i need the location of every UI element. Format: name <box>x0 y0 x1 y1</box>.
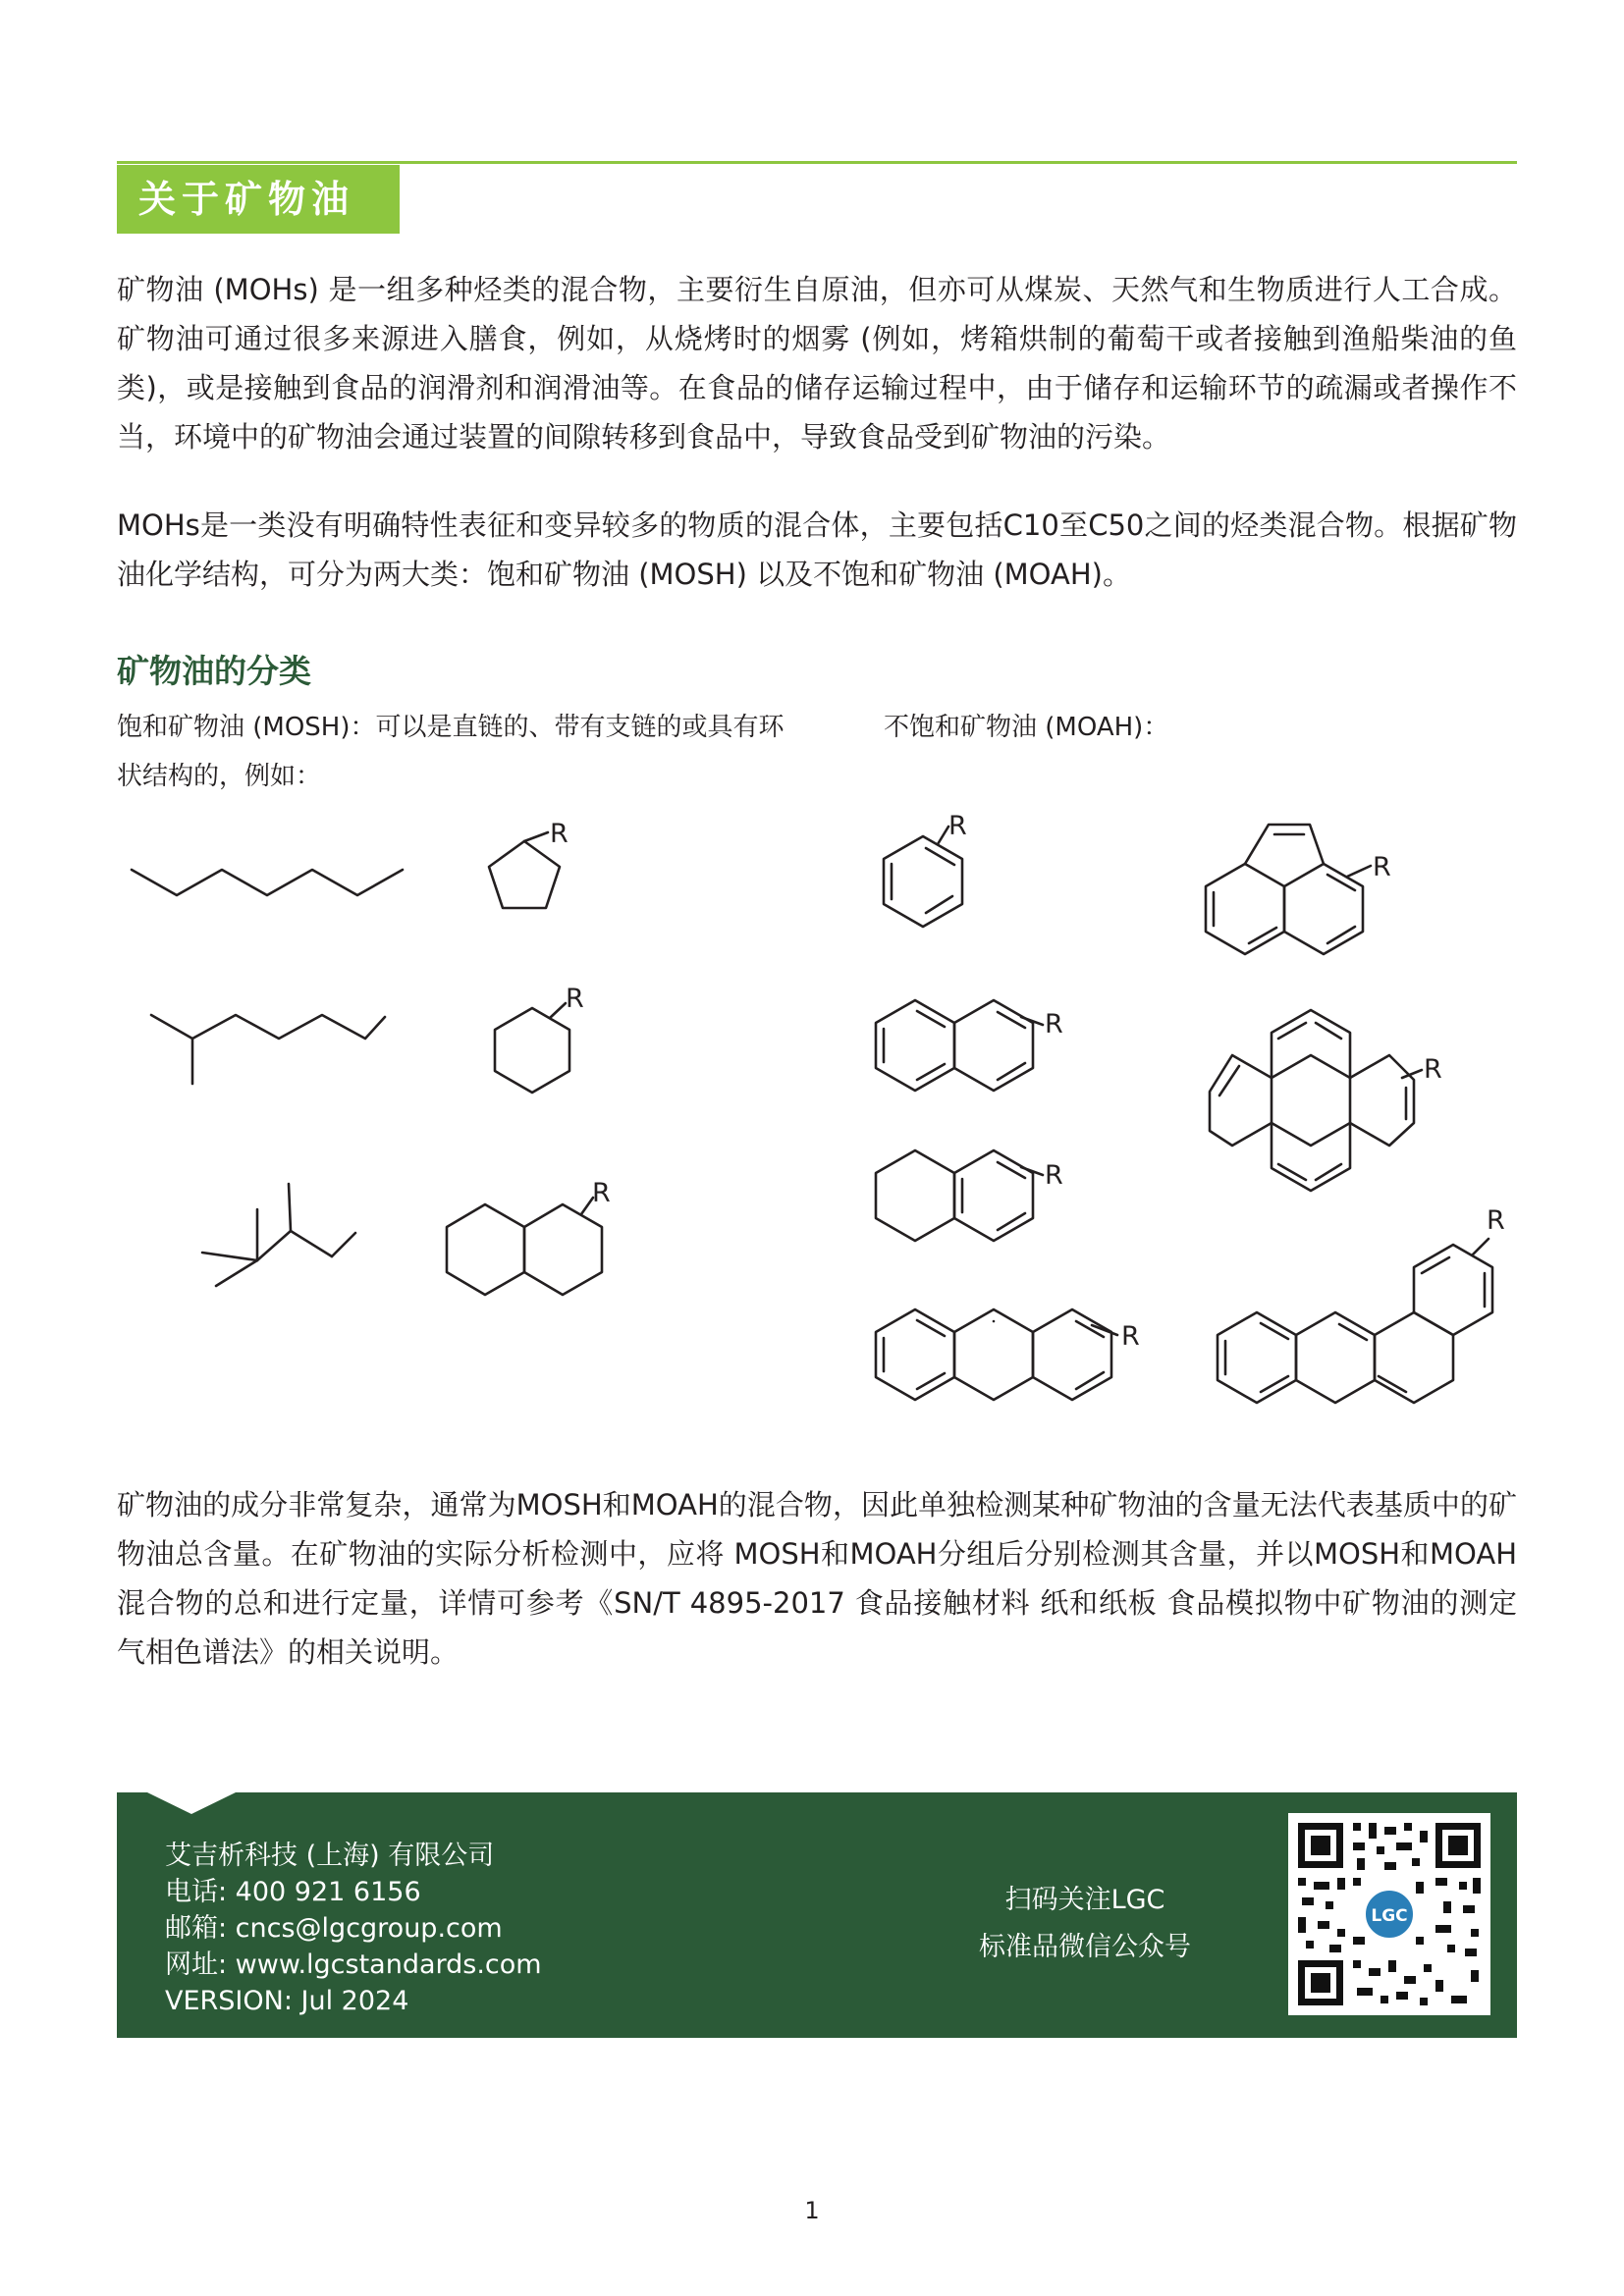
structure-alkylnaphthalene <box>876 1000 1043 1091</box>
structure-alkylphenanthrene <box>1206 825 1371 954</box>
r-label: R <box>592 1178 611 1208</box>
structure-alkylpyrene <box>1210 1010 1422 1191</box>
r-label: R <box>948 811 967 841</box>
structure-alkylanthracene <box>876 1309 1117 1400</box>
email-link[interactable]: 邮箱: cncs@lgcgroup.com <box>165 1913 503 1944</box>
structure-quaternary-alkane <box>202 1184 355 1286</box>
qr-code-icon <box>1288 1813 1490 2015</box>
r-label: R <box>566 984 584 1014</box>
website-link[interactable]: 网址: www.lgcstandards.com <box>165 1949 542 1980</box>
moah-description: 不饱和矿物油 (MOAH)： <box>884 713 1169 742</box>
r-label: R <box>1487 1205 1505 1236</box>
structure-decalin <box>447 1198 602 1295</box>
version: VERSION: Jul 2024 <box>165 1986 409 2016</box>
structure-alkylbenzanthracene <box>1218 1239 1492 1403</box>
phone: 电话: 400 921 6156 <box>165 1877 421 1907</box>
structure-branched-alkane <box>151 1015 385 1084</box>
r-label: R <box>1121 1321 1140 1352</box>
structure-alkyltetralin <box>876 1150 1043 1241</box>
qr-caption-line-2: 标准品微信公众号 <box>979 1932 1191 1962</box>
r-label: R <box>1373 852 1391 882</box>
company-name: 艾吉析科技 (上海) 有限公司 <box>165 1841 495 1871</box>
intro-paragraph: 矿物油 (MOHs) 是一组多种烃类的混合物，主要衍生自原油，但亦可从煤炭、天然气和生物质进行人工合成。矿物油可通过很多来源进入膳食，例如，从烧烤时的烟雾 (例如，烤箱烘制的葡萄干或者接触到渔船柴油的鱼类)，或是接触到食品的润滑剂和润滑油等。在食品的储存运输过程中，由于储存和运输环节的疏漏或者操作不当，环境中的矿物油会通过装置的间隙转移到食品中，导致食品受到矿物油的污染。 <box>117 273 1517 454</box>
mohs-paragraph: MOHs是一类没有明确特性表征和变异较多的物质的混合体，主要包括C10至C50之间的烃类混合物。根据矿物油化学结构，可分为两大类：饱和矿物油 (MOSH) 以及不饱和矿物油 (MOAH)。 <box>117 508 1517 591</box>
contact-block <box>165 1838 542 2019</box>
r-label: R <box>1045 1160 1063 1191</box>
qr-caption <box>923 1877 1247 1971</box>
r-label: R <box>1424 1054 1442 1085</box>
classification-heading: 矿物油的分类 <box>117 652 311 690</box>
r-label: R <box>1045 1009 1063 1040</box>
qr-caption-line-1: 扫码关注LGC <box>1004 1885 1165 1915</box>
r-label: R <box>550 819 568 849</box>
structure-cyclohexane <box>495 1003 569 1093</box>
structure-alkylbenzene <box>884 827 962 927</box>
section-title: 关于矿物油 <box>117 165 400 234</box>
qr-logo-text: LGC <box>1371 1906 1408 1926</box>
mosh-description: 饱和矿物油 (MOSH)：可以是直链的、带有支链的或具有环状结构的，例如： <box>117 713 785 791</box>
analysis-paragraph: 矿物油的成分非常复杂，通常为MOSH和MOAH的混合物，因此单独检测某种矿物油的含量无法代表基质中的矿物油总含量。在矿物油的实际分析检测中，应将 MOSH和MOAH分组后分别检测其含量，并以MOSH和MOAH混合物的总和进行定量，详情可参考《SN/T 4895-2017 食品接触材料 纸和纸板 食品模拟物中矿物油的测定 气相色谱法》的相关说明。 <box>117 1488 1517 1669</box>
page-number: 1 <box>804 2197 820 2224</box>
qr-code[interactable] <box>1288 1813 1490 2015</box>
structure-linear-alkane <box>132 870 403 895</box>
